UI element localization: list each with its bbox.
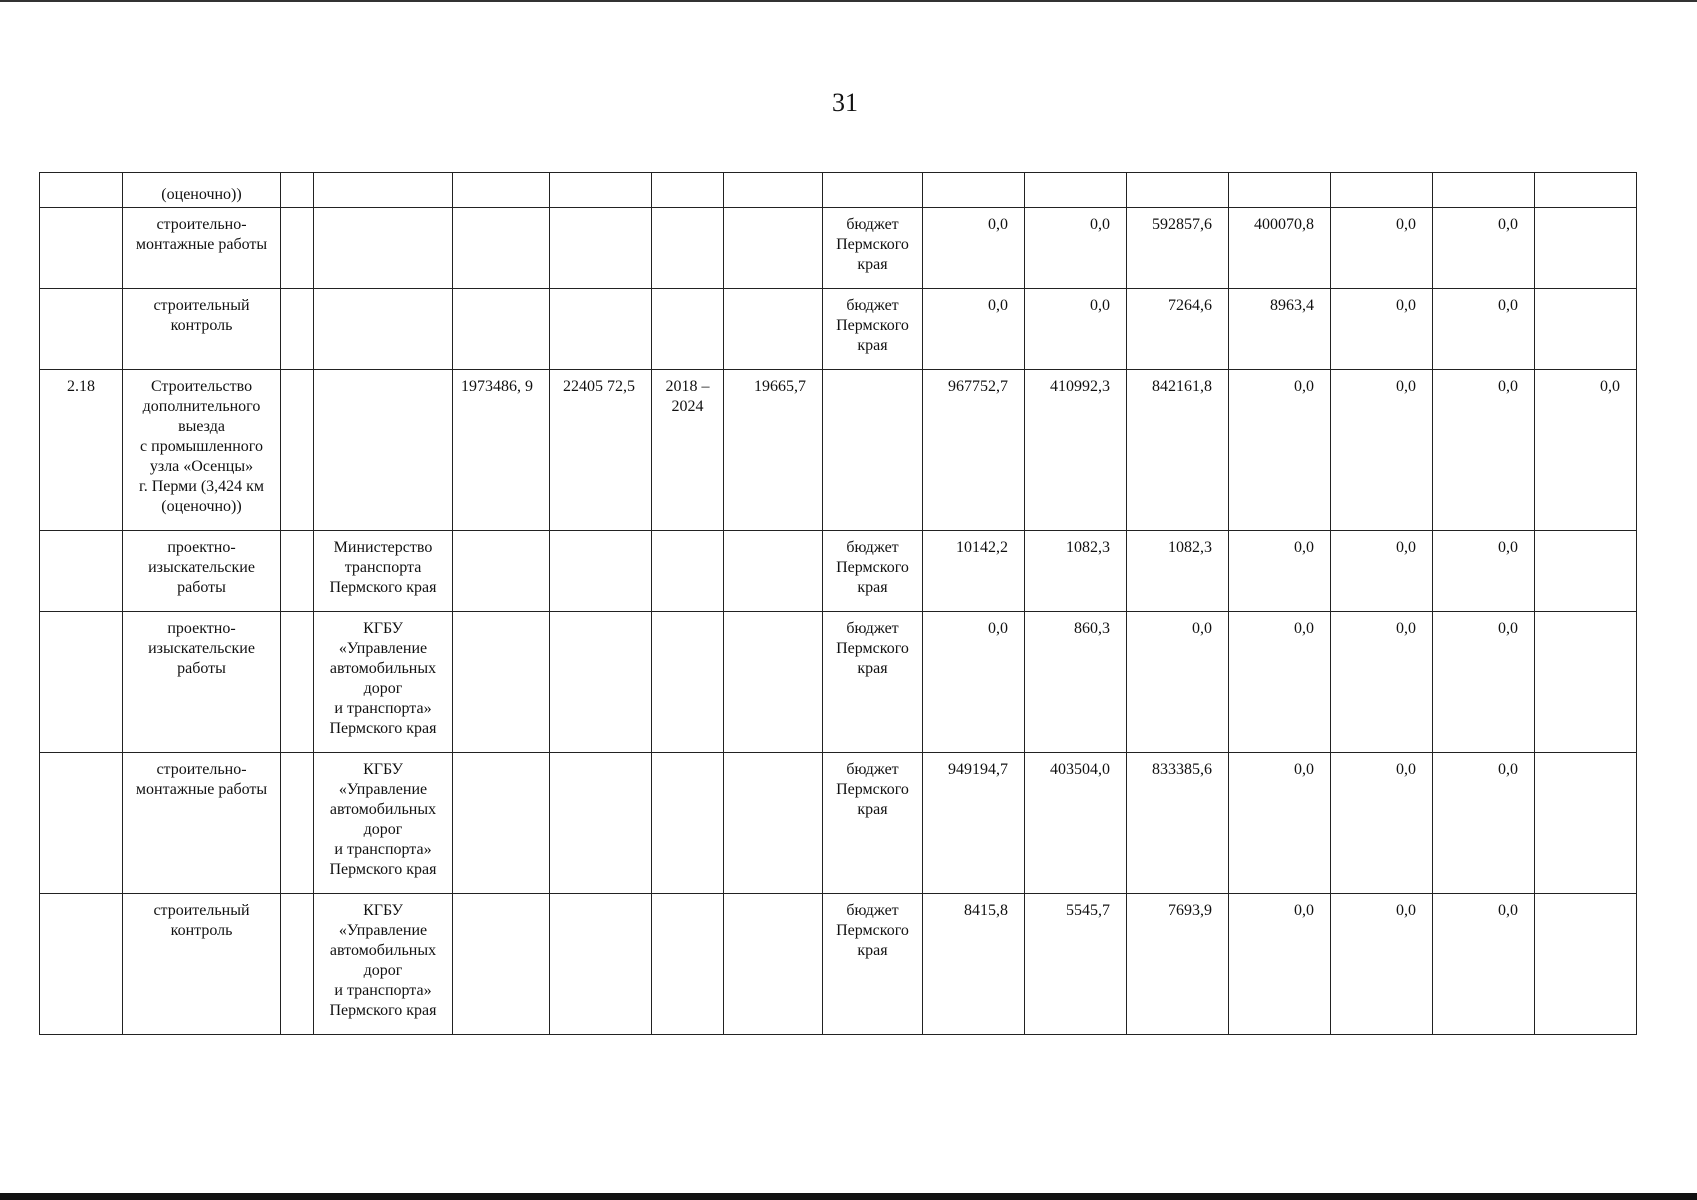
table-cell	[652, 531, 724, 612]
table-cell: строительный контроль	[123, 894, 281, 1035]
table-cell	[281, 531, 314, 612]
table-cell: КГБУ «Управление автомобильных дорог и транспорта» Пермского края	[314, 894, 453, 1035]
table-cell: 22405 72,5	[550, 370, 652, 531]
table-row	[40, 612, 1637, 753]
table-cell	[1331, 173, 1433, 208]
table-cell: 0,0	[1229, 531, 1331, 612]
table-cell: строительно- монтажные работы	[123, 753, 281, 894]
table-cell	[652, 289, 724, 370]
budget-table	[39, 172, 1637, 1035]
table-cell: 0,0	[1331, 370, 1433, 531]
table-cell: 0,0	[1229, 753, 1331, 894]
table-cell: бюджет Пермского края	[823, 208, 923, 289]
table-cell	[40, 894, 123, 1035]
table-cell	[40, 531, 123, 612]
table-cell: 0,0	[1331, 208, 1433, 289]
table-cell: 0,0	[1433, 370, 1535, 531]
table-cell	[281, 370, 314, 531]
table-cell	[652, 208, 724, 289]
table-cell: 10142,2	[923, 531, 1025, 612]
table-cell: 842161,8	[1127, 370, 1229, 531]
table-cell: 0,0	[1025, 289, 1127, 370]
table-cell: (оценочно))	[123, 173, 281, 208]
table-cell: 967752,7	[923, 370, 1025, 531]
table-cell	[550, 753, 652, 894]
table-cell: 2.18	[40, 370, 123, 531]
table-cell	[314, 208, 453, 289]
table-cell: 592857,6	[1127, 208, 1229, 289]
table-cell: 0,0	[1433, 612, 1535, 753]
table-cell	[1535, 173, 1637, 208]
table-cell: бюджет Пермского края	[823, 894, 923, 1035]
table-cell	[40, 612, 123, 753]
table-cell	[1025, 173, 1127, 208]
table-cell	[550, 894, 652, 1035]
table-cell	[453, 173, 550, 208]
table-cell: 0,0	[1331, 289, 1433, 370]
table-cell: бюджет Пермского края	[823, 612, 923, 753]
table-cell: 949194,7	[923, 753, 1025, 894]
table-cell	[550, 173, 652, 208]
page-number: 31	[832, 88, 858, 117]
table-cell: 7264,6	[1127, 289, 1229, 370]
table-cell	[652, 894, 724, 1035]
table-cell: 19665,7	[724, 370, 823, 531]
table-cell: 0,0	[1433, 289, 1535, 370]
table-cell	[1535, 208, 1637, 289]
table-cell: 0,0	[1433, 753, 1535, 894]
table-row	[40, 289, 1637, 370]
table-cell: проектно- изыскательские работы	[123, 612, 281, 753]
table-cell	[1535, 289, 1637, 370]
table-cell	[724, 173, 823, 208]
table-cell	[453, 894, 550, 1035]
table-cell	[453, 208, 550, 289]
table-cell: 8963,4	[1229, 289, 1331, 370]
table-cell	[1127, 173, 1229, 208]
table-cell: 0,0	[1433, 208, 1535, 289]
table-cell: строительно- монтажные работы	[123, 208, 281, 289]
table-cell	[652, 612, 724, 753]
table-cell: 0,0	[1025, 208, 1127, 289]
table-cell: 0,0	[1331, 894, 1433, 1035]
table-cell: 0,0	[1229, 894, 1331, 1035]
page-bottom-edge	[0, 1193, 1697, 1200]
table-cell: 8415,8	[923, 894, 1025, 1035]
table-cell: 0,0	[923, 208, 1025, 289]
table-cell	[40, 289, 123, 370]
table-cell: 1082,3	[1127, 531, 1229, 612]
table-cell: 0,0	[1331, 531, 1433, 612]
table-cell	[724, 753, 823, 894]
table-cell	[724, 531, 823, 612]
table-cell	[550, 612, 652, 753]
table-cell	[281, 612, 314, 753]
table-cell	[823, 173, 923, 208]
table-cell: 1973486, 9	[453, 370, 550, 531]
table-cell	[550, 208, 652, 289]
table-cell: 5545,7	[1025, 894, 1127, 1035]
table-cell: 860,3	[1025, 612, 1127, 753]
table-cell	[1229, 173, 1331, 208]
table-cell: бюджет Пермского края	[823, 531, 923, 612]
table-cell	[453, 531, 550, 612]
table-cell	[1535, 531, 1637, 612]
table-cell	[281, 894, 314, 1035]
table-cell	[724, 208, 823, 289]
table-cell	[314, 289, 453, 370]
table-cell	[1535, 612, 1637, 753]
table-cell: 7693,9	[1127, 894, 1229, 1035]
table-cell	[281, 289, 314, 370]
table-cell	[923, 173, 1025, 208]
table-cell	[453, 753, 550, 894]
table-cell: строительный контроль	[123, 289, 281, 370]
table-cell: Строительство дополнительного выезда с промышленного узла «Осенцы» г. Перми (3,424 км (оценочно))	[123, 370, 281, 531]
table-cell: 400070,8	[1229, 208, 1331, 289]
table-cell: бюджет Пермского края	[823, 753, 923, 894]
table-cell	[652, 753, 724, 894]
table-cell: 0,0	[1331, 753, 1433, 894]
table-cell	[1535, 753, 1637, 894]
page-top-edge	[0, 0, 1697, 2]
table-cell: 403504,0	[1025, 753, 1127, 894]
table-cell: 1082,3	[1025, 531, 1127, 612]
table-cell: 0,0	[1229, 370, 1331, 531]
table-cell	[652, 173, 724, 208]
table-cell	[453, 289, 550, 370]
table-cell	[823, 370, 923, 531]
table-cell: проектно- изыскательские работы	[123, 531, 281, 612]
table-cell	[40, 208, 123, 289]
table-cell	[724, 289, 823, 370]
table-cell: Министерство транспорта Пермского края	[314, 531, 453, 612]
table-cell: КГБУ «Управление автомобильных дорог и транспорта» Пермского края	[314, 753, 453, 894]
table-cell: 0,0	[1433, 531, 1535, 612]
table-row	[40, 173, 1637, 208]
table-cell	[1433, 173, 1535, 208]
table-cell	[550, 531, 652, 612]
table-cell	[281, 173, 314, 208]
table-cell: КГБУ «Управление автомобильных дорог и транспорта» Пермского края	[314, 612, 453, 753]
table-cell	[40, 753, 123, 894]
table-cell	[281, 753, 314, 894]
table-cell	[40, 173, 123, 208]
table-cell	[724, 894, 823, 1035]
table-cell: бюджет Пермского края	[823, 289, 923, 370]
table-cell: 833385,6	[1127, 753, 1229, 894]
table-cell	[314, 370, 453, 531]
table-cell: 2018 – 2024	[652, 370, 724, 531]
table-cell	[314, 173, 453, 208]
table-row	[40, 894, 1637, 1035]
table-row	[40, 753, 1637, 894]
table-cell	[281, 208, 314, 289]
table-cell	[724, 612, 823, 753]
table-cell	[453, 612, 550, 753]
table-cell: 0,0	[1331, 612, 1433, 753]
table-cell: 0,0	[1535, 370, 1637, 531]
table-row	[40, 370, 1637, 531]
table-cell: 0,0	[923, 612, 1025, 753]
table-body	[40, 173, 1637, 1035]
table-row	[40, 531, 1637, 612]
table-cell	[550, 289, 652, 370]
table-cell: 0,0	[1127, 612, 1229, 753]
table-cell: 0,0	[1433, 894, 1535, 1035]
table-cell: 0,0	[1229, 612, 1331, 753]
table-cell: 410992,3	[1025, 370, 1127, 531]
table-cell: 0,0	[923, 289, 1025, 370]
table-row	[40, 208, 1637, 289]
table-cell	[1535, 894, 1637, 1035]
